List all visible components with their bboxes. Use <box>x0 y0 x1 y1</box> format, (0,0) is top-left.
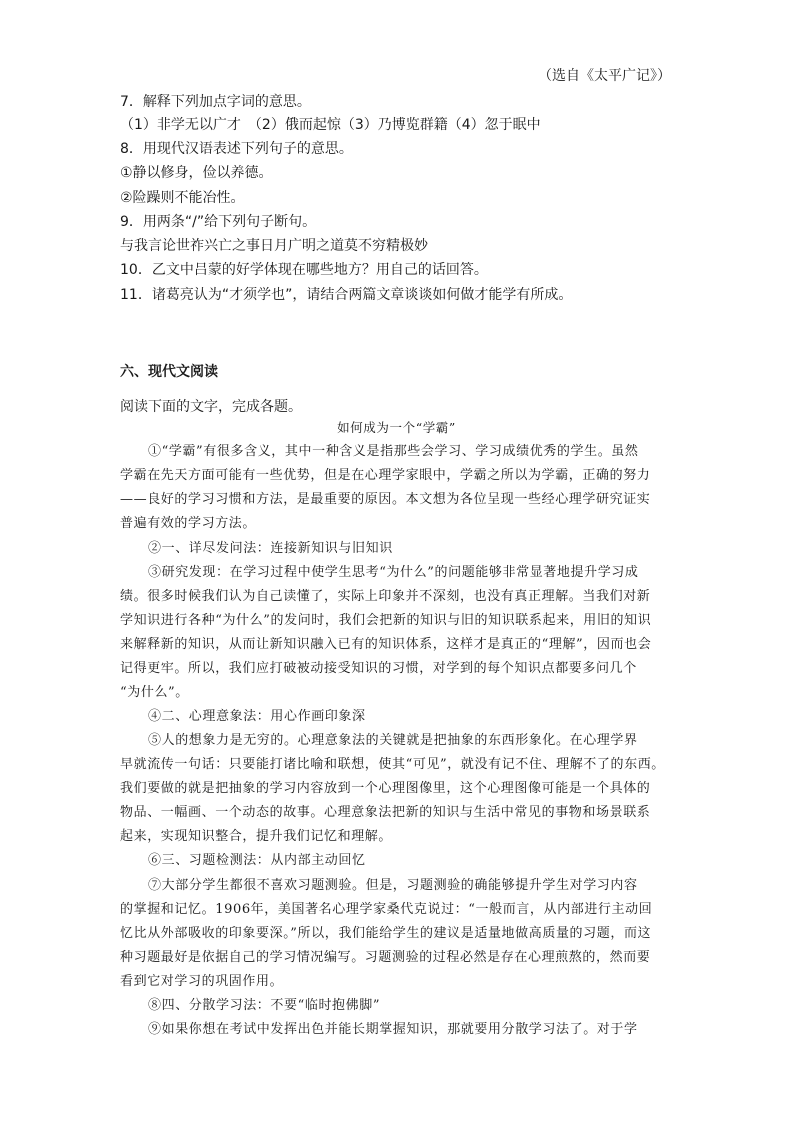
article-line: ——良好的学习习惯和方法，是最重要的原因。本文想为各位呈现一些经心理学研究证实 <box>120 492 651 507</box>
article-line: 的掌握和记忆。1906年，美国著名心理学家桑代克说过：“一般而言，从内部进行主动回 <box>120 902 653 917</box>
article-line: 早就流传一句话：只要能打诸比喻和联想，使其“可见”，就没有记不住、理解不了的东西。 <box>120 757 665 772</box>
question-11: 11．诸葛亮认为“才须学也”，请结合两篇文章谈谈如何做才能学有所成。 <box>120 287 573 303</box>
article-subheading: ④二、心理意象法：用心作画印象深 <box>148 709 366 724</box>
article-line: 学霸在先天方面可能有一些优势，但是在心理学家眼中，学霸之所以为学霸，正确的努力 <box>120 468 651 483</box>
article-line: 来解释新的知识，从而让新知识融入已有的知识体系，这样才是真正的“理解”，因而也会 <box>120 637 652 652</box>
article-line: 起来，实现知识整合，提升我们记忆和理解。 <box>120 829 393 844</box>
article-line: ①“学霸”有很多含义，其中一种含义是指那些会学习、学习成绩优秀的学生。虽然 <box>148 444 639 459</box>
article-subheading: ②一、详尽发问法：连接新知识与旧知识 <box>148 541 393 556</box>
article-line: ③研究发现：在学习过程中使学生思考“为什么”的问题能够非常显著地提升学习成 <box>148 565 639 580</box>
section-instruction: 阅读下面的文字，完成各题。 <box>120 399 302 415</box>
article-line: 记得更牢。所以，我们应打破被动接受知识的习惯，对学到的每个知识点都要多问几个 <box>120 661 637 676</box>
article-line: 种习题最好是依据自己的学习情况编写。习题测验的过程必然是存在心理煎熬的，然而要 <box>120 950 651 965</box>
article-line: 学知识进行各种“为什么”的发问时，我们会把新的知识与旧的知识联系起来，用旧的知识 <box>120 613 652 628</box>
article-line: 忆比从外部吸收的印象要深。”所以，我们能给学生的建议是适量地做高质量的习题，而这 <box>120 926 652 941</box>
question-9-text: 与我言论世祚兴亡之事日月广明之道莫不穷精极妙 <box>120 238 428 254</box>
article-subheading: ⑥三、习题检测法：从内部主动回忆 <box>148 853 366 868</box>
section-heading: 六、现代文阅读 <box>120 364 218 380</box>
article-line: 绩。很多时候我们认为自己读懂了，实际上印象并不深刻，也没有真正理解。当我们对新 <box>120 589 651 604</box>
article-line: ⑦大部分学生都很不喜欢习题测验。但是，习题测验的确能够提升学生对学习内容 <box>148 878 638 893</box>
question-9: 9．用两条“/”给下列句子断句。 <box>120 214 317 230</box>
article-line: 物品、一幅画、一个动态的故事。心理意象法把新的知识与生活中常见的事物和场景联系 <box>120 805 651 820</box>
source-citation: （选自《太平广记》） <box>538 68 671 84</box>
question-8-sentence-2: ②险躁则不能冶性。 <box>120 190 245 206</box>
article-line: 看到它对学习的巩固作用。 <box>120 974 284 989</box>
article-line: ⑨如果你想在考试中发挥出色并能长期掌握知识，那就要用分散学习法了。对于学 <box>148 1022 638 1037</box>
article-line: 普遍有效的学习方法。 <box>120 516 257 531</box>
article-line: ⑤人的想象力是无穷的。心理意象法的关键就是把抽象的东西形象化。在心理学界 <box>148 733 638 748</box>
article-line: 我们要做的就是把抽象的学习内容放到一个心理图像里，这个心理图像可能是一个具体的 <box>120 781 651 796</box>
article-line: “为什么”。 <box>120 685 189 700</box>
question-7: 7．解释下列加点字词的意思。 <box>120 94 311 110</box>
question-8: 8．用现代汉语表述下列句子的意思。 <box>120 141 353 157</box>
question-10: 10．乙文中吕蒙的好学体现在哪些地方？用自己的话回答。 <box>120 262 488 278</box>
question-8-sentence-1: ①静以修身，俭以养德。 <box>120 165 273 181</box>
question-7-items: （1）非学无以广才 （2）俄而起惊（3）乃博览群籍（4）忽于眠中 <box>120 117 541 133</box>
article-title: 如何成为一个“学霸” <box>337 420 456 435</box>
article-subheading: ⑧四、分散学习法：不要“临时抱佛脚” <box>148 998 381 1013</box>
